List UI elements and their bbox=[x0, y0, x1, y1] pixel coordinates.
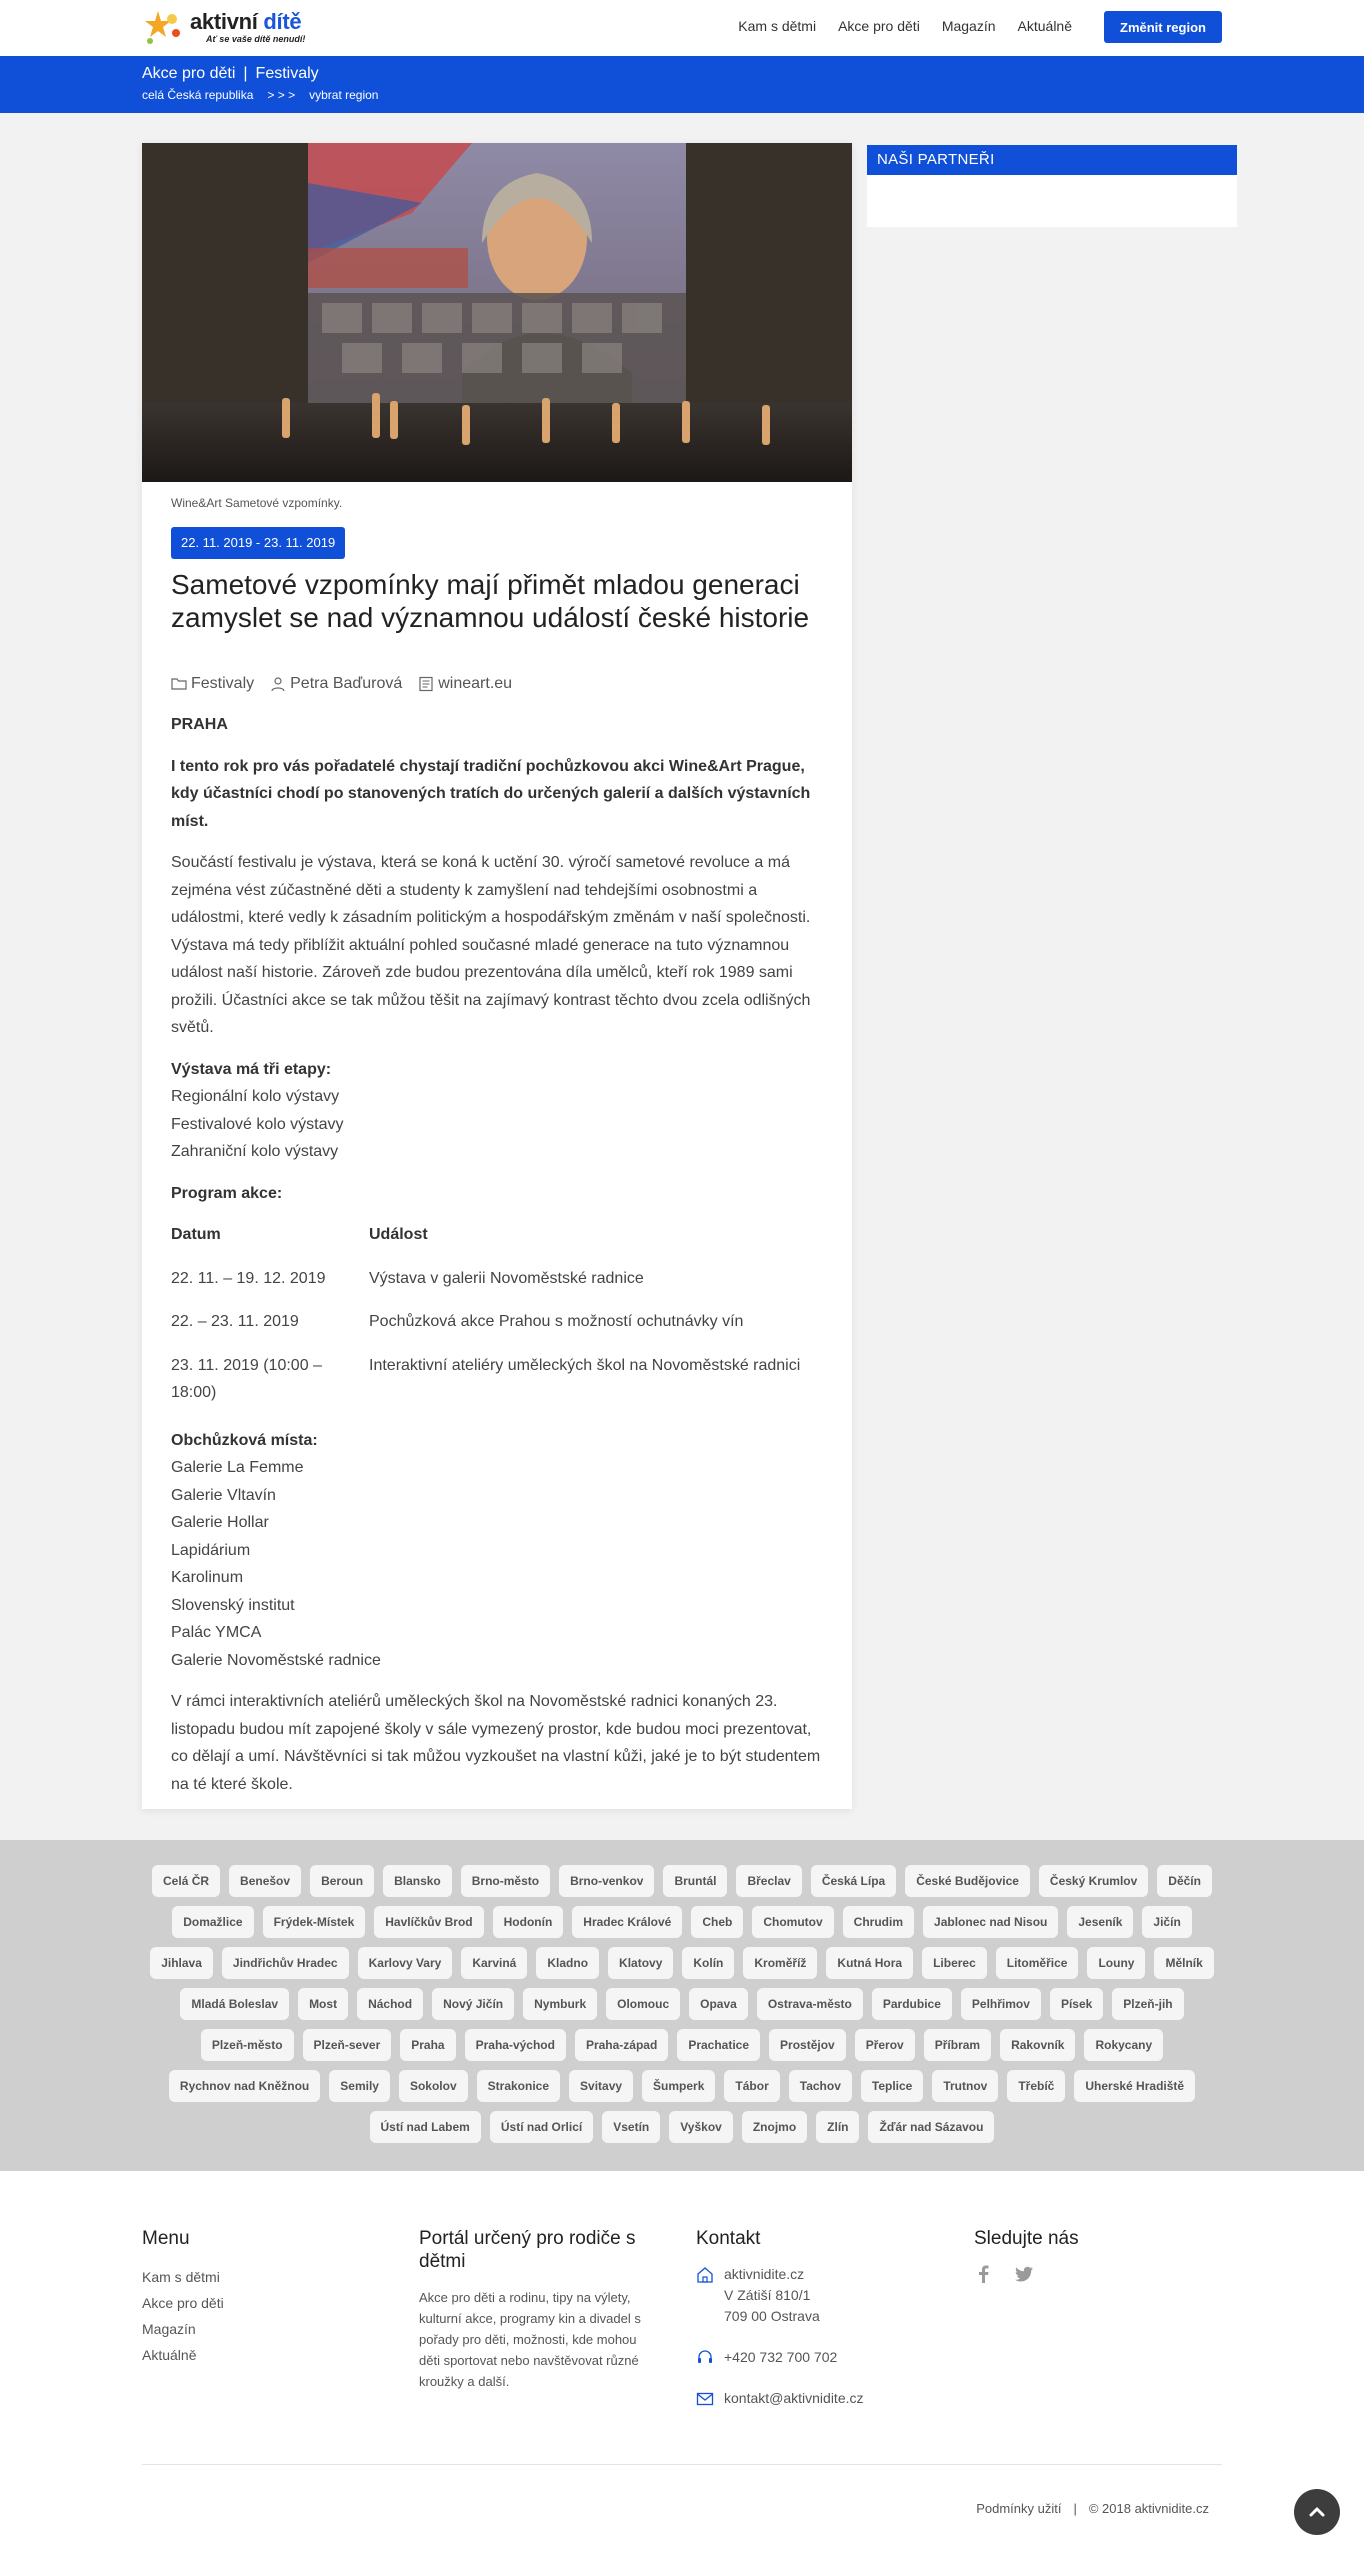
column-header-date: Datum bbox=[171, 1226, 221, 1243]
footer-menu-heading: Menu bbox=[142, 2228, 190, 2249]
copyright: © 2018 aktivnidite.cz bbox=[1088, 2501, 1209, 2516]
region-arrows: > > > bbox=[267, 88, 296, 102]
meta-category[interactable] bbox=[171, 675, 254, 693]
region-tag[interactable]: Rychnov nad Kněžnou bbox=[169, 2070, 320, 2102]
region-tag[interactable]: Děčín bbox=[1157, 1865, 1212, 1897]
site-logo[interactable] bbox=[142, 7, 342, 47]
place-item: Slovenský institut bbox=[171, 1596, 295, 1614]
region-tag[interactable]: Tachov bbox=[789, 2070, 852, 2102]
nav-aktualne[interactable]: Aktuálně bbox=[1017, 18, 1072, 34]
table-row bbox=[171, 1257, 831, 1301]
article-body bbox=[171, 711, 831, 1812]
meta-source-label: wineart.eu bbox=[438, 675, 513, 692]
meta-source[interactable] bbox=[418, 675, 512, 693]
article bbox=[142, 143, 852, 1809]
region-tag[interactable]: Jihlava bbox=[150, 1947, 213, 1979]
region-tag[interactable]: Česká Lípa bbox=[811, 1865, 896, 1897]
document-icon bbox=[418, 676, 434, 692]
program-date: 22. – 23. 11. 2019 bbox=[171, 1313, 299, 1330]
region-tag[interactable]: Praha bbox=[400, 2029, 455, 2061]
region-tags bbox=[142, 1865, 1222, 2143]
footer-link[interactable]: Magazín bbox=[142, 2321, 196, 2337]
region-tag[interactable]: Brno-město bbox=[461, 1865, 550, 1897]
article-lead: I tento rok pro vás pořadatelé chystají tradiční pochůzkovou akci Wine&Art Prague, kdy účastníci chodí po stanovených tratích do určených galerií a dalších výstavních míst. bbox=[171, 757, 811, 830]
region-tag[interactable]: Nymburk bbox=[523, 1988, 597, 2020]
article-meta bbox=[171, 675, 512, 693]
terms-link[interactable]: Podmínky užití bbox=[976, 2501, 1062, 2516]
place-item: Galerie Hollar bbox=[171, 1514, 269, 1531]
stages-heading: Výstava má tři etapy: bbox=[171, 1060, 332, 1078]
article-title: Sametové vzpomínky mají přimět mladou generaci zamyslet se nad významnou událostí české historie bbox=[171, 569, 810, 633]
footer-divider bbox=[142, 2464, 1222, 2465]
column-header-event: Událost bbox=[369, 1226, 428, 1243]
region-tag[interactable]: Karlovy Vary bbox=[358, 1947, 453, 1979]
region-tag[interactable]: Praha-západ bbox=[575, 2029, 668, 2061]
region-tag[interactable]: Příbram bbox=[924, 2029, 991, 2061]
region-tag[interactable]: Svitavy bbox=[569, 2070, 633, 2102]
region-tag[interactable]: Jablonec nad Nisou bbox=[923, 1906, 1058, 1938]
region-tag[interactable]: Znojmo bbox=[742, 2111, 807, 2143]
breadcrumb-bar bbox=[0, 56, 1364, 113]
region-tag[interactable]: Havlíčkův Brod bbox=[374, 1906, 483, 1938]
region-tag[interactable]: Plzeň-sever bbox=[303, 2029, 392, 2061]
region-tag[interactable]: Tábor bbox=[724, 2070, 779, 2102]
scroll-to-top-button[interactable] bbox=[1294, 2489, 1340, 2535]
region-tag[interactable]: Plzeň-jih bbox=[1112, 1988, 1183, 2020]
site-footer bbox=[0, 2171, 1364, 2560]
place-item: Galerie Novoměstské radnice bbox=[171, 1651, 381, 1669]
region-tag[interactable]: Most bbox=[298, 1988, 348, 2020]
article-paragraph: Součástí festivalu je výstava, která se koná k uctění 30. výročí sametové revoluce a má zejména vést zúčastněné děti a studenty k zamyšlení nad tehdejšími osobnostmi a událostmi, které vedly k zásadním politickým a hospodářským změnám v naší společnosti. Výstava má tedy přiblížit aktuální pohled současné mladé generace na tuto významnou událost naší historie. Zároveň zde budou prezentována díla umělců, kteří rok 1989 sami prožili. Účastníci akce se tak můžou těšit na zajímavý kontrast těchto dvou zcela odlišných světů. bbox=[171, 854, 811, 1036]
nav-akce-pro-deti[interactable]: Akce pro děti bbox=[838, 18, 920, 34]
contact-address bbox=[696, 2264, 946, 2327]
region-tag[interactable]: Třebíč bbox=[1007, 2070, 1065, 2102]
region-tag[interactable]: Ústí nad Labem bbox=[370, 2111, 481, 2143]
region-tag[interactable]: Klatovy bbox=[608, 1947, 673, 1979]
program-date: 22. 11. – 19. 12. 2019 bbox=[171, 1269, 326, 1287]
facebook-icon[interactable] bbox=[974, 2264, 994, 2284]
contact-phone bbox=[696, 2347, 946, 2368]
program-event: Interaktivní ateliéry uměleckých škol na Novoměstské radnici bbox=[369, 1356, 801, 1374]
region-tag[interactable]: Přerov bbox=[855, 2029, 915, 2061]
program-event: Pochůzková akce Prahou s možností ochutnávky vín bbox=[369, 1313, 744, 1330]
place-item: Galerie La Femme bbox=[171, 1459, 304, 1476]
region-tag[interactable]: Brno-venkov bbox=[559, 1865, 654, 1897]
region-tag[interactable]: Trutnov bbox=[932, 2070, 998, 2102]
region-tag[interactable]: Litoměřice bbox=[996, 1947, 1079, 1979]
article-hero-image bbox=[142, 143, 852, 482]
choose-region-link[interactable]: vybrat region bbox=[309, 88, 379, 102]
footer-contact-heading: Kontakt bbox=[696, 2228, 761, 2249]
current-region: celá Česká republika bbox=[142, 88, 254, 102]
footer-about-heading: Portál určený pro rodiče s dětmi bbox=[419, 2228, 636, 2272]
region-tag[interactable]: Šumperk bbox=[642, 2070, 715, 2102]
region-tag[interactable]: Kroměříž bbox=[743, 1947, 817, 1979]
region-tag[interactable]: Pelhřimov bbox=[961, 1988, 1041, 2020]
program-event: Výstava v galerii Novoměstské radnice bbox=[369, 1269, 644, 1287]
partners-heading: NAŠI PARTNEŘI bbox=[867, 145, 1237, 175]
program-date: 23. 11. 2019 (10:00 – 18:00) bbox=[171, 1356, 322, 1401]
home-icon bbox=[696, 2266, 714, 2284]
region-tag[interactable]: Prachatice bbox=[677, 2029, 760, 2061]
region-tag[interactable]: Mladá Boleslav bbox=[180, 1988, 289, 2020]
region-tag[interactable]: Břeclav bbox=[736, 1865, 801, 1897]
region-tag[interactable]: Cheb bbox=[691, 1906, 743, 1938]
footer-separator: | bbox=[1073, 2501, 1077, 2516]
footer-about bbox=[419, 2227, 659, 2392]
mail-icon bbox=[696, 2390, 714, 2408]
address-line: V Zátiší 810/1 bbox=[724, 2287, 811, 2303]
region-tag[interactable]: Náchod bbox=[357, 1988, 423, 2020]
region-tag[interactable]: Semily bbox=[329, 2070, 390, 2102]
image-caption: Wine&Art Sametové vzpomínky. bbox=[171, 496, 343, 510]
region-tag[interactable]: Olomouc bbox=[606, 1988, 680, 2020]
region-tag[interactable]: Frýdek-Místek bbox=[263, 1906, 366, 1938]
table-row bbox=[171, 1300, 831, 1344]
region-tag[interactable]: Teplice bbox=[861, 2070, 923, 2102]
event-date-badge: 22. 11. 2019 - 23. 11. 2019 bbox=[171, 527, 345, 559]
region-tag[interactable]: Rakovník bbox=[1000, 2029, 1075, 2061]
region-tag[interactable]: Bruntál bbox=[663, 1865, 727, 1897]
footer-menu bbox=[142, 2227, 382, 2368]
region-tag[interactable]: České Budějovice bbox=[905, 1865, 1030, 1897]
region-tag[interactable]: Sokolov bbox=[399, 2070, 468, 2102]
nav-magazin[interactable]: Magazín bbox=[941, 18, 996, 34]
region-tag[interactable]: Kolín bbox=[682, 1947, 734, 1979]
footer-link[interactable]: Aktuálně bbox=[142, 2347, 197, 2363]
change-region-button[interactable]: Změnit region bbox=[1104, 11, 1222, 43]
meta-author-label: Petra Baďurová bbox=[290, 675, 403, 692]
region-tag[interactable]: Karviná bbox=[461, 1947, 527, 1979]
headset-icon bbox=[696, 2349, 714, 2367]
region-selector bbox=[142, 88, 378, 102]
region-tag[interactable]: Prostějov bbox=[769, 2029, 846, 2061]
region-tag[interactable]: Rokycany bbox=[1084, 2029, 1163, 2061]
region-tag[interactable]: Ostrava-město bbox=[757, 1988, 863, 2020]
place-item: Karolinum bbox=[171, 1569, 244, 1586]
logo-star-icon bbox=[142, 7, 186, 47]
chevron-up-icon bbox=[1307, 2502, 1327, 2522]
breadcrumb-separator: | bbox=[243, 65, 248, 82]
region-tag[interactable]: Žďár nad Sázavou bbox=[868, 2111, 994, 2143]
region-tag[interactable]: Mělník bbox=[1154, 1947, 1213, 1979]
article-city: PRAHA bbox=[171, 716, 228, 733]
site-header bbox=[0, 0, 1364, 56]
place-item: Lapidárium bbox=[171, 1541, 251, 1559]
region-tag[interactable]: Písek bbox=[1050, 1988, 1103, 2020]
places-heading: Obchůzková místa: bbox=[171, 1431, 318, 1449]
program-table bbox=[171, 1213, 831, 1415]
user-icon bbox=[270, 676, 286, 692]
region-tag[interactable]: Beroun bbox=[310, 1865, 374, 1897]
region-tag[interactable]: Zlín bbox=[816, 2111, 859, 2143]
place-item: Galerie Vltavín bbox=[171, 1486, 276, 1504]
region-tag[interactable]: Pardubice bbox=[872, 1988, 952, 2020]
region-tag[interactable]: Hradec Králové bbox=[572, 1906, 682, 1938]
region-tag[interactable]: Vyškov bbox=[669, 2111, 733, 2143]
meta-category-label: Festivaly bbox=[191, 675, 255, 692]
nav-kam-s-detmi[interactable]: Kam s dětmi bbox=[738, 18, 817, 34]
stage-item: Regionální kolo výstavy bbox=[171, 1088, 340, 1105]
folder-icon bbox=[171, 676, 187, 692]
address-line: 709 00 Ostrava bbox=[724, 2308, 820, 2324]
table-row bbox=[171, 1344, 831, 1415]
region-list bbox=[0, 1840, 1364, 2171]
region-tag[interactable]: Chrudim bbox=[843, 1906, 914, 1938]
footer-contact bbox=[696, 2227, 946, 2429]
footer-link[interactable]: Kam s dětmi bbox=[142, 2269, 220, 2285]
region-tag[interactable]: Kladno bbox=[536, 1947, 599, 1979]
region-tag[interactable]: Chomutov bbox=[752, 1906, 833, 1938]
region-tag[interactable]: Nový Jičín bbox=[432, 1988, 514, 2020]
region-tag[interactable]: Celá ČR bbox=[152, 1865, 220, 1897]
region-tag[interactable]: Hodonín bbox=[493, 1906, 564, 1938]
stage-item: Zahraniční kolo výstavy bbox=[171, 1143, 339, 1160]
region-tag[interactable]: Domažlice bbox=[172, 1906, 253, 1938]
logo-tagline: Ať se vaše dítě nenudí! bbox=[206, 33, 306, 44]
region-tag[interactable]: Plzeň-město bbox=[201, 2029, 294, 2061]
region-tag[interactable]: Ústí nad Orlicí bbox=[490, 2111, 593, 2143]
region-tag[interactable]: Opava bbox=[689, 1988, 748, 2020]
address-line[interactable]: aktivnidite.cz bbox=[724, 2266, 805, 2282]
region-tag[interactable]: Jindřichův Hradec bbox=[222, 1947, 349, 1979]
breadcrumb bbox=[142, 65, 319, 83]
article-closing: V rámci interaktivních ateliérů uměleckých škol na Novoměstské radnici konaných 23. listopadu budou mít zapojené školy v sále vymezený prostor, kde budou moci prezentovat, co dělají a umí. Návštěvníci si tak můžou vyzkoušet na vlastní kůži, jaké je to být studentem na té které škole. bbox=[171, 1693, 821, 1793]
region-tag[interactable]: Vsetín bbox=[602, 2111, 660, 2143]
region-tag[interactable]: Uherské Hradiště bbox=[1074, 2070, 1195, 2102]
region-tag[interactable]: Jičín bbox=[1142, 1906, 1191, 1938]
region-tag[interactable]: Benešov bbox=[229, 1865, 301, 1897]
stage-item: Festivalové kolo výstavy bbox=[171, 1115, 344, 1133]
region-tag[interactable]: Kutná Hora bbox=[826, 1947, 913, 1979]
main-nav bbox=[738, 18, 1072, 34]
footer-social-heading: Sledujte nás bbox=[974, 2228, 1079, 2249]
region-tag[interactable]: Jeseník bbox=[1067, 1906, 1133, 1938]
meta-author bbox=[270, 675, 402, 693]
region-tag[interactable]: Liberec bbox=[922, 1947, 987, 1979]
logo-text-accent: dítě bbox=[263, 8, 302, 34]
region-tag[interactable]: Louny bbox=[1087, 1947, 1145, 1979]
region-tag[interactable]: Blansko bbox=[383, 1865, 452, 1897]
region-tag[interactable]: Praha-východ bbox=[465, 2029, 566, 2061]
region-tag[interactable]: Strakonice bbox=[477, 2070, 560, 2102]
footer-about-text: Akce pro děti a rodinu, tipy na výlety, kulturní akce, programy kin a divadel s pořady pro děti, možnosti, kde mohou děti sportovat nebo navštěvovat různé kroužky a další. bbox=[419, 2290, 641, 2389]
program-heading: Program akce: bbox=[171, 1184, 283, 1202]
footer-link[interactable]: Akce pro děti bbox=[142, 2295, 224, 2311]
footer-social bbox=[974, 2227, 1224, 2284]
region-tag[interactable]: Český Krumlov bbox=[1039, 1865, 1148, 1897]
twitter-icon[interactable] bbox=[1014, 2264, 1034, 2284]
breadcrumb-section[interactable]: Akce pro děti bbox=[142, 65, 236, 82]
logo-text-main: aktivní bbox=[190, 8, 264, 34]
contact-email bbox=[696, 2388, 946, 2409]
email-link[interactable]: kontakt@aktivnidite.cz bbox=[724, 2390, 864, 2406]
place-item: Palác YMCA bbox=[171, 1624, 262, 1641]
partners-box bbox=[867, 145, 1237, 227]
table-header-row bbox=[171, 1213, 831, 1257]
footer-bottom bbox=[976, 2501, 1209, 2516]
breadcrumb-category[interactable]: Festivaly bbox=[255, 65, 319, 82]
phone-number[interactable]: +420 732 700 702 bbox=[724, 2349, 838, 2365]
